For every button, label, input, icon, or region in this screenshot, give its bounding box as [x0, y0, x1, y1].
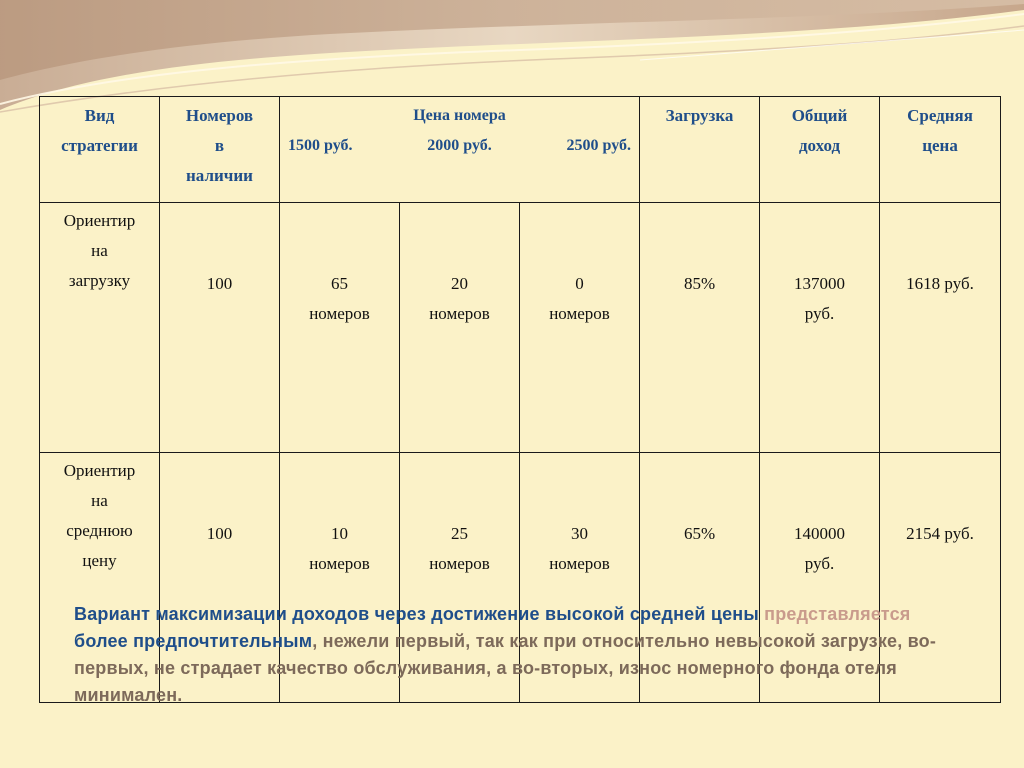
header-rooms [160, 97, 280, 203]
cell-avg [880, 203, 1001, 453]
header-text: цена [922, 136, 958, 155]
cell-text: на [91, 491, 108, 510]
header-avg [880, 97, 1001, 203]
cell-load [640, 203, 760, 453]
header-text: наличии [186, 166, 253, 185]
cell-text: 65 [331, 274, 348, 293]
header-text: в [214, 136, 225, 155]
header-text: Средняя [907, 106, 973, 125]
cell-p3 [520, 203, 640, 453]
cell-text: номеров [309, 304, 370, 323]
header-text: Вид [84, 106, 115, 125]
header-price [280, 97, 640, 203]
cell-text: 100 [206, 524, 233, 543]
cell-text: 137000 [794, 274, 846, 293]
price-2500: 2500 руб. [566, 137, 632, 154]
price-2000: 2000 руб. [427, 137, 492, 154]
cell-text: 0 [575, 274, 584, 293]
cell-text: среднюю [66, 521, 133, 540]
header-strategy [40, 97, 160, 203]
price-columns [282, 131, 637, 161]
cell-text: 10 [331, 524, 348, 543]
cell-p2 [400, 203, 520, 453]
cell-text: 65% [683, 524, 716, 543]
cell-text: 1618 руб. [906, 274, 974, 293]
conclusion-paragraph [74, 601, 954, 709]
cell-text: 30 [571, 524, 589, 543]
table-row [40, 203, 1001, 453]
paragraph-part-1: Вариант максимизации доходов через достижение высокой средней цены [74, 604, 759, 624]
table-header-row [40, 97, 1001, 203]
cell-text: руб. [804, 554, 835, 573]
cell-rooms [160, 203, 280, 453]
header-load [640, 97, 760, 203]
cell-text: 20 [451, 274, 468, 293]
cell-strategy [40, 203, 160, 453]
cell-text: Ориентир [63, 211, 136, 230]
cell-text: цену [82, 551, 117, 570]
cell-text: 140000 [794, 524, 846, 543]
cell-text: 25 [451, 524, 468, 543]
cell-text: 100 [206, 274, 233, 293]
cell-text: номеров [549, 554, 610, 573]
header-text: Цена номера [413, 107, 506, 124]
cell-text: номеров [429, 304, 490, 323]
paragraph-part-3: более предпочтительным [74, 631, 313, 651]
cell-text: Ориентир [63, 461, 136, 480]
cell-text: номеров [429, 554, 490, 573]
header-text: Загрузка [665, 106, 734, 125]
cell-text: номеров [549, 304, 610, 323]
price-1500: 1500 руб. [288, 137, 353, 154]
cell-income [760, 203, 880, 453]
cell-p1 [280, 203, 400, 453]
header-text: доход [798, 136, 841, 155]
paragraph-part-2: представляется [764, 604, 911, 624]
header-text: Номеров [185, 106, 254, 125]
header-text: стратегии [61, 136, 138, 155]
header-text: Общий [791, 106, 848, 125]
cell-text: номеров [309, 554, 370, 573]
cell-text: руб. [804, 304, 835, 323]
cell-text: 2154 руб. [906, 524, 974, 543]
cell-text: на [91, 241, 108, 260]
cell-text: 85% [683, 274, 716, 293]
header-income [760, 97, 880, 203]
paragraph-part-4: , нежели первый, так как при относительно невысокой загрузке, во-первых, не страдает качество обслуживания, а во-вторых, износ номерного фонда отеля минимален. [74, 631, 937, 705]
cell-text: загрузку [68, 271, 131, 290]
